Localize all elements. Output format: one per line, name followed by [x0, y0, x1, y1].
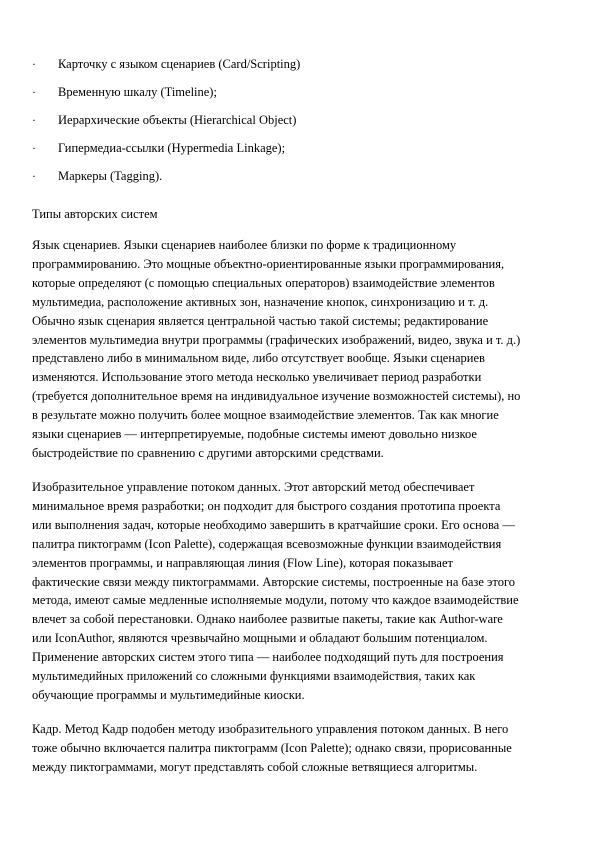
text-line: Обычно язык сценария является центральной частью такой системы; редактирование	[32, 313, 489, 328]
text-line: Кадр. Метод Кадр подобен методу изобразительного управления потоком данных. В него	[32, 722, 509, 736]
bullet-item	[0, 168, 595, 196]
text-line: языки сценариев — интерпретируемые, подобные системы имеют довольно низкое	[32, 427, 477, 442]
paragraph-flow-control	[32, 478, 577, 705]
text-line: Язык сценариев. Языки сценариев наиболее близки по форме к традиционному	[32, 238, 457, 252]
bullet-item	[0, 56, 595, 84]
text-line: Применение авторских систем этого типа — наиболее подходящий путь для построения	[32, 650, 504, 665]
text-line: метода, имеют самые медленные исполняемые модули, потому что каждое взаимодействие	[32, 593, 519, 608]
paragraph-frame	[32, 720, 577, 777]
section-heading: Типы авторских систем	[32, 207, 158, 221]
text-line: которые определяют (с помощью специальных операторов) взаимодействие элементов	[32, 275, 495, 290]
bullet-text: Маркеры (Tagging).	[58, 169, 163, 183]
text-line: или IconAuthor, являются чрезвычайно мощными и обладают большим потенциалом.	[32, 631, 488, 646]
bullet-item	[0, 140, 595, 168]
text-line: (требуется дополнительное время на индивидуальное изучение возможностей системы), но	[32, 389, 521, 404]
text-line: в результате можно получить более мощное взаимодействие элементов. Так как многие	[32, 408, 499, 423]
text-line: мультимедиа, расположение активных зон, назначение кнопок, синхронизацию и т. д.	[32, 294, 489, 309]
text-line: элементов программы, и направляющая линия (Flow Line), которая показывает	[32, 555, 453, 570]
bullet-marker: ·	[32, 141, 36, 155]
text-line: изменяются. Использование этого метода несколько увеличивает период разработки	[32, 370, 482, 385]
bullet-text: Иерархические объекты (Hierarchical Object)	[58, 113, 297, 127]
text-line: быстродействие по сравнению с другими авторскими средствами.	[32, 445, 384, 460]
text-line: палитра пиктограмм (Icon Palette), содержащая всевозможные функции взаимодействия	[32, 536, 502, 551]
bullet-item	[0, 84, 595, 112]
text-line: тоже обычно включается палитра пиктограмм (Icon Palette); однако связи, прорисованные	[32, 740, 512, 755]
text-line: программированию. Это мощные объектно-ориентированные языки программирования,	[32, 256, 505, 271]
bullet-marker: ·	[32, 85, 36, 99]
text-line: или выполнения задач, которые необходимо завершить в кратчайшие сроки. Его основа —	[32, 517, 515, 532]
text-line: между пиктограммами, могут представлять собой сложные ветвящиеся алгоритмы.	[32, 759, 478, 774]
text-line: фактические связи между пиктограммами. Авторские системы, построенные на базе этого	[32, 574, 516, 589]
paragraph-scripting-language	[32, 236, 577, 463]
bullet-marker: ·	[32, 169, 36, 183]
text-line: элементов мультимедиа внутри программы (графических изображений, видео, звука и т. д.)	[32, 332, 521, 347]
text-line: минимальное время разработки; он подходит для быстрого создания прототипа проекта	[32, 498, 501, 513]
bullet-text: Временную шкалу (Timeline);	[58, 85, 217, 99]
bullet-marker: ·	[32, 113, 36, 127]
bullet-text: Гипермедиа-ссылки (Hypermedia Linkage);	[58, 141, 286, 155]
bullet-marker: ·	[32, 57, 36, 71]
text-line: представлено либо в минимальном виде, либо отсутствует вообще. Языки сценариев	[32, 351, 485, 366]
text-line: мультимедийных приложений со сложными функциями взаимодействия, таких как	[32, 669, 476, 684]
text-line: Изобразительное управление потоком данных. Этот авторский метод обеспечивает	[32, 480, 475, 494]
bullet-item	[0, 112, 595, 140]
bullet-text: Карточку с языком сценариев (Card/Scripting)	[58, 57, 301, 71]
bullet-list	[0, 56, 595, 196]
text-line: обучающие программы и мультимедийные киоски.	[32, 687, 305, 702]
text-line: влечет за собой перестановки. Однако наиболее развитые пакеты, такие как Author-ware	[32, 612, 503, 627]
